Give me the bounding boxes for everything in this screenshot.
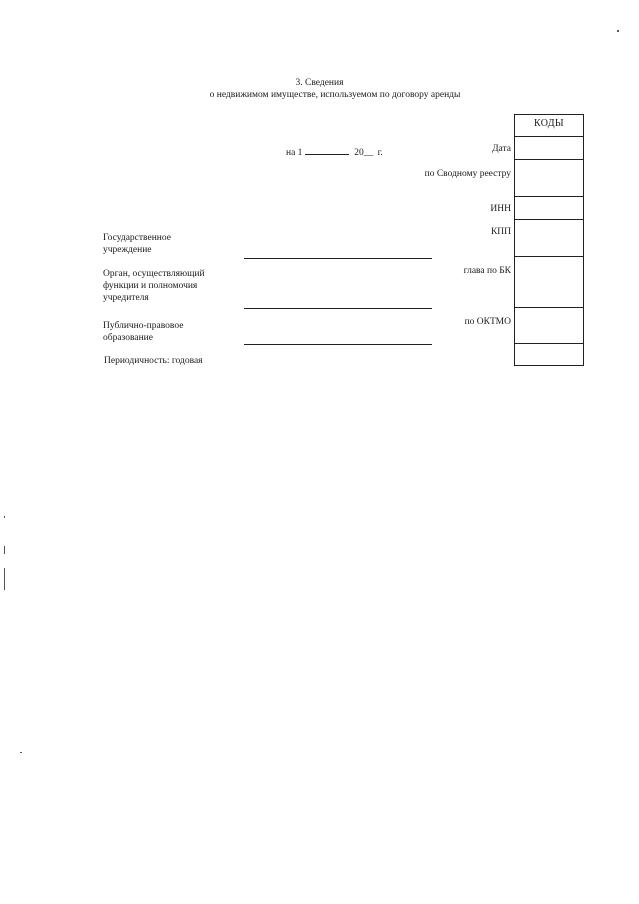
code-label-kpp: КПП bbox=[490, 227, 511, 237]
code-label-budget-chapter: глава по БК bbox=[463, 266, 511, 276]
section-subtitle: о недвижимом имуществе, используемом по договору аренды bbox=[209, 90, 461, 100]
public-entity-field-line[interactable] bbox=[244, 344, 432, 345]
scan-speck bbox=[20, 752, 22, 753]
year-prefix: 20 bbox=[354, 148, 364, 158]
code-cell-extra[interactable] bbox=[515, 343, 583, 344]
code-label-consolidated-registry: по Сводному реестру bbox=[424, 169, 511, 179]
code-cell-kpp[interactable] bbox=[515, 219, 583, 220]
scan-speck bbox=[4, 516, 5, 518]
code-label-date: Дата bbox=[492, 144, 511, 154]
report-date-line bbox=[286, 146, 383, 158]
institution-label: Государственное учреждение bbox=[103, 233, 171, 255]
scan-speck bbox=[4, 546, 5, 554]
codes-table bbox=[514, 114, 584, 366]
code-cell-consolidated-registry[interactable] bbox=[515, 159, 583, 160]
periodicity-label: Периодичность: годовая bbox=[104, 356, 203, 366]
founder-body-label: Орган, осуществляющий функции и полномочия учредителя bbox=[103, 269, 205, 303]
code-label-oktmo: по ОКТМО bbox=[464, 317, 511, 327]
code-label-inn: ИНН bbox=[490, 204, 511, 214]
founder-body-field-line[interactable] bbox=[244, 308, 432, 309]
date-prefix: на 1 bbox=[286, 148, 303, 158]
scan-speck bbox=[4, 568, 5, 590]
code-cell-oktmo[interactable] bbox=[515, 307, 583, 308]
scan-speck bbox=[617, 30, 619, 32]
code-cell-date[interactable] bbox=[515, 136, 583, 137]
year-blank[interactable]: __ bbox=[363, 148, 374, 158]
year-suffix: г. bbox=[377, 148, 383, 158]
section-title: 3. Сведения bbox=[295, 78, 344, 88]
public-entity-label: Публично-правовое образование bbox=[103, 321, 184, 343]
institution-field-line[interactable] bbox=[244, 258, 432, 259]
code-cell-budget-chapter[interactable] bbox=[515, 256, 583, 257]
date-blank-field[interactable] bbox=[305, 146, 349, 155]
code-cell-inn[interactable] bbox=[515, 196, 583, 197]
codes-header: КОДЫ bbox=[534, 118, 564, 129]
